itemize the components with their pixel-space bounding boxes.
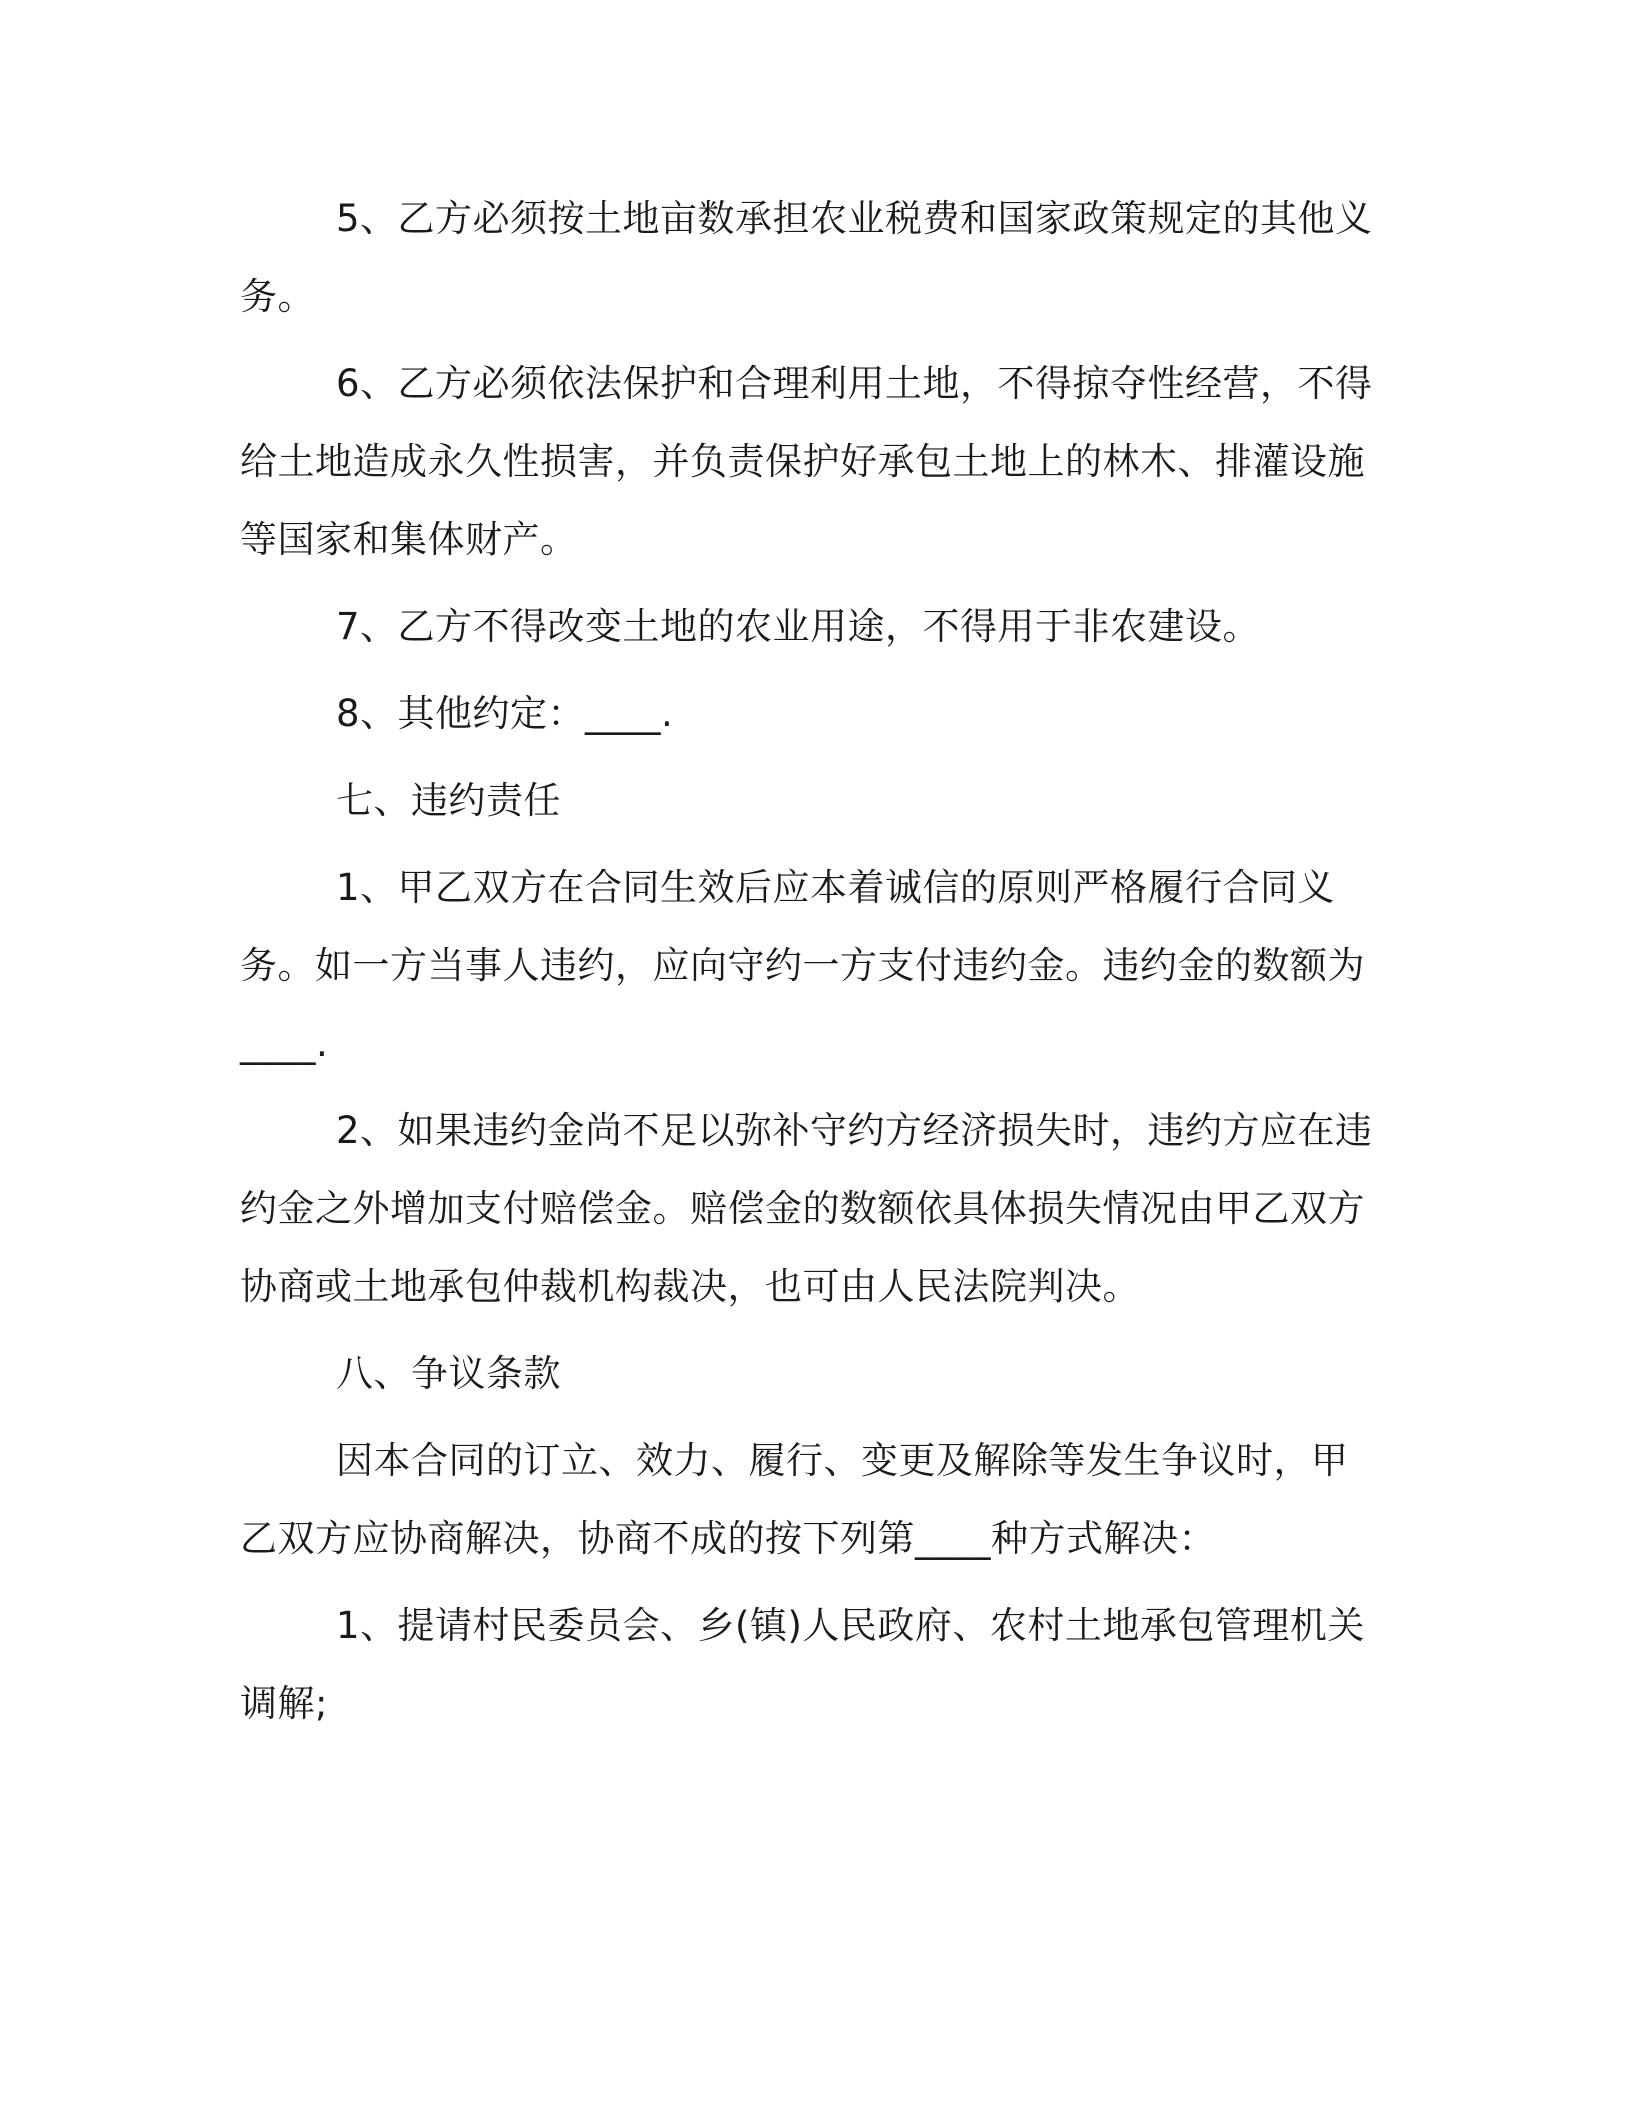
breach-clause-2: 2、如果违约金尚不足以弥补守约方经济损失时，违约方应在违约金之外增加支付赔偿金。赔偿金的数额依具体损失情况由甲乙双方协商或土地承包仲裁机构裁决，也可由人民法院判决。 [240,1109,1373,1308]
clause-7: 7、乙方不得改变土地的农业用途，不得用于非农建设。 [336,605,1261,648]
clause-6: 6、乙方必须依法保护和合理利用土地，不得掠夺性经营，不得给土地造成永久性损害，并负责保护好承包土地上的林木、排灌设施等国家和集体财产。 [240,362,1373,561]
breach-clause-1: 1、甲乙双方在合同生效后应本着诚信的原则严格履行合同义务。如一方当事人违约，应向守约一方支付违约金。违约金的数额为____. [240,866,1365,1065]
clause-5: 5、乙方必须按土地亩数承担农业税费和国家政策规定的其他义务。 [240,197,1373,318]
section-heading-dispute: 八、争议条款 [336,1352,561,1395]
section-heading-breach: 七、违约责任 [336,779,561,822]
document-body [240,180,1380,1752]
clause-8: 8、其他约定：____. [336,692,674,735]
dispute-clause-1: 1、提请村民委员会、乡(镇)人民政府、农村土地承包管理机关调解; [240,1604,1365,1725]
dispute-intro: 因本合同的订立、效力、履行、变更及解除等发生争议时，甲乙双方应协商解决，协商不成的按下列第____种方式解决： [240,1439,1349,1560]
